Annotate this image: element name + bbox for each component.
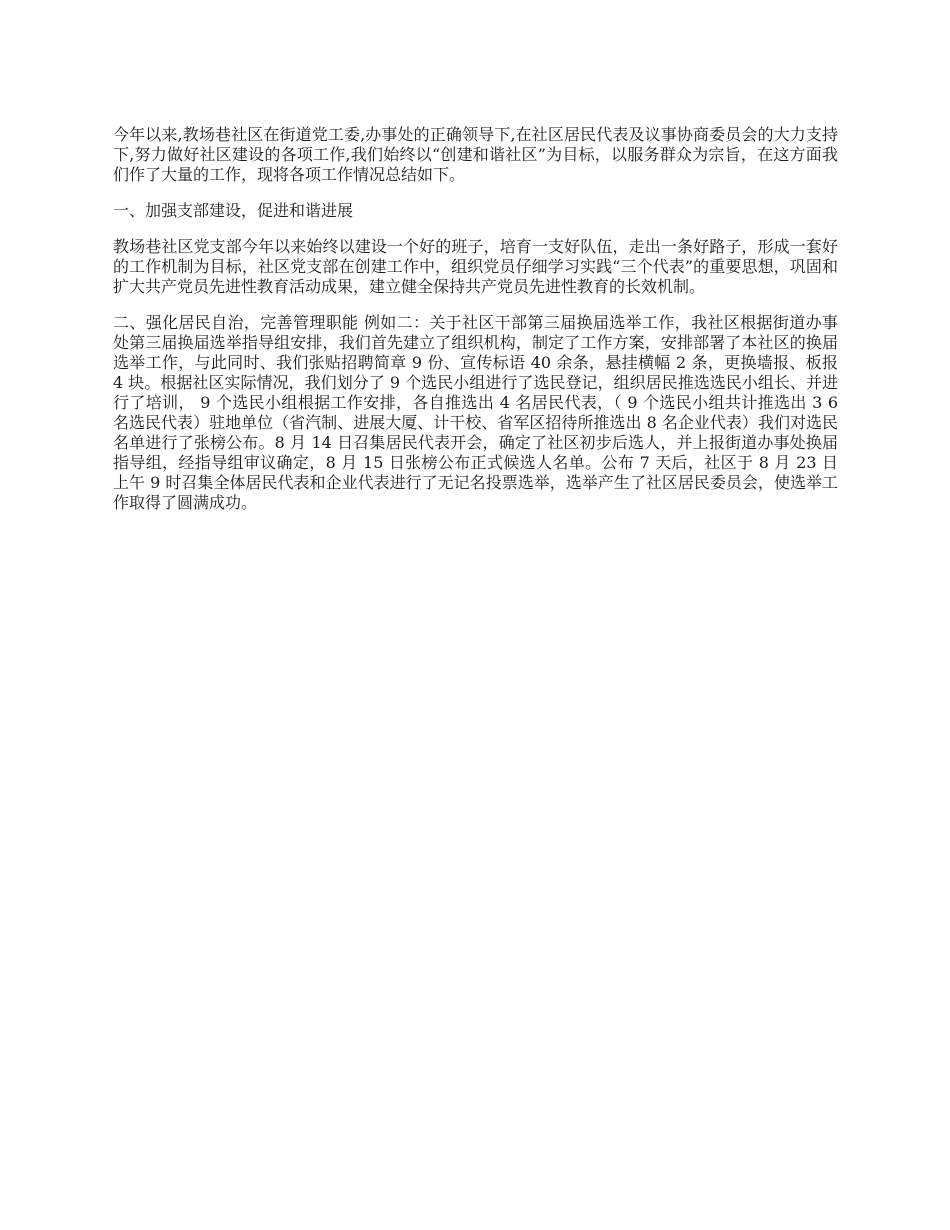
section-1-paragraph: 教场巷社区党支部今年以来始终以建设一个好的班子，培育一支好队伍，走出一条好路子，形成一套好的工作机制为目标，社区党支部在创建工作中，组织党员仔细学习实践“三个代表”的重要思想，巩固和扩大共产党员先进性教育活动成果，建立健全保持共产党员先进性教育的长效机制。: [113, 237, 838, 296]
document-body: [113, 125, 838, 529]
section-2-paragraph: 二、强化居民自治，完善管理职能 例如二：关于社区干部第三届换届选举工作，我社区根据街道办事处第三届换届选举指导组安排，我们首先建立了组织机构，制定了工作方案，安排部署了本社区的换届选举工作，与此同时、我们张贴招聘简章 9 份、宣传标语 40 余条，悬挂横幅 2 条，更换墙报、板报 4 块。根据社区实际情况，我们划分了 9 个选民小组进行了选民登记，组织居民推选选民小组长、并进行了培训， 9 个选民小组根据工作安排，各自推选出 4 名居民代表，（ 9 个选民小组共计推选出 3 6 名选民代表）驻地单位（省汽制、进展大厦、计干校、省军区招待所推选出 8 名企业代表）我们对选民名单进行了张榜公布。8 月 14 日召集居民代表开会，确定了社区初步后选人，并上报街道办事处换届指导组，经指导组审议确定，8 月 15 日张榜公布正式候选人名单。公布 7 天后，社区于 8 月 23 日上午 9 时召集全体居民代表和企业代表进行了无记名投票选举，选举产生了社区居民委员会，使选举工作取得了圆满成功。: [113, 313, 838, 512]
intro-paragraph: 今年以来,教场巷社区在街道党工委,办事处的正确领导下,在社区居民代表及议事协商委员会的大力支持下,努力做好社区建设的各项工作,我们始终以“创建和谐社区”为目标，以服务群众为宗旨，在这方面我们作了大量的工作，现将各项工作情况总结如下。: [113, 125, 838, 184]
section-heading-1: 一、加强支部建设，促进和谐进展: [113, 201, 354, 220]
